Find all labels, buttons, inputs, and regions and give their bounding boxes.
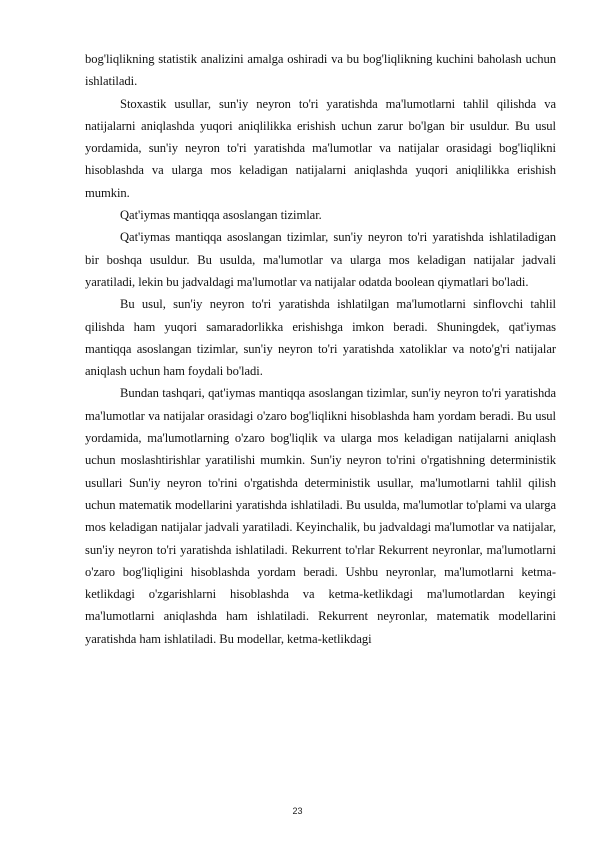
paragraph-fuzzy-logic-benefits: Bu usul, sun'iy neyron to'ri yaratishda ishlatilgan ma'lumotlarni sinflovchi tahlil qilishda ham yuqori samaradorlikka erishishga imkon beradi. Shuningdek, qat'iymas mantiqqa asoslangan tizimlar, sun'iy neyron to'ri yaratishda xatoliklar va noto'g'ri natijalar aniqlash uchun ham foydali bo'ladi. xyxy=(85,297,556,379)
document-body xyxy=(85,48,556,650)
paragraph-fuzzy-logic-intro: Qat'iymas mantiqqa asoslangan tizimlar, sun'iy neyron to'ri yaratishda ishlatiladigan bir boshqa usuldur. Bu usulda, ma'lumotlar va ularga mos keladigan natijalar jadvali yaratiladi, lekin bu jadvaldagi ma'lumotlar va natijalar odatda boolean qiymatlari bo'ladi. xyxy=(85,230,556,289)
paragraph-deterministic-recurrent: Bundan tashqari, qat'iymas mantiqqa asoslangan tizimlar, sun'iy neyron to'ri yaratishda ma'lumotlar va natijalar orasidagi o'zaro bog'liqlikni hisoblashda ham yordam beradi. Bu usul yordamida, ma'lumotlarning o'zaro bog'liqlik va ularga mos keladigan natijalarni aniqlash uchun moslashtirishlar yaratilishi mumkin. Sun'iy neyron to'rini o'rgatishning deterministik usullari Sun'iy neyron to'rini o'rgatishda deterministik usullar, ma'lumotlarni tahlil qilish uchun matematik modellarini yaratishda ishlatiladi. Bu usulda, ma'lumotlar to'plami va ularga mos keladigan natijalar jadvali yaratiladi. Keyinchalik, bu jadvaldagi ma'lumotlar va natijalar, sun'iy neyron to'ri yaratishda ishlatiladi. Rekurrent to'rlar Rekurrent neyronlar, ma'lumotlarni o'zaro bog'liqligini hisoblashda yordam beradi. Ushbu neyronlar, ma'lumotlarni ketma-ketlikdagi o'zgarishlarni hisoblashda va ketma-ketlikdagi ma'lumotlardan keyingi ma'lumotlarni aniqlashda ham ishlatiladi. Rekurrent neyronlar, matematik modellarini yaratishda ham ishlatiladi. Bu modellar, ketma-ketlikdagi xyxy=(85,386,556,646)
section-heading-fuzzy-logic: Qat'iymas mantiqqa asoslangan tizimlar. xyxy=(120,208,322,223)
page-number: 23 xyxy=(292,806,303,816)
paragraph-stochastic-methods: Stoxastik usullar, sun'iy neyron to'ri yaratishda ma'lumotlarni tahlil qilishda va natijalarni aniqlashda yuqori aniqlilikka erishish uchun zarur bo'lgan bir usuldur. Bu usul yordamida, sun'iy neyron to'ri yaratishda ma'lumotlar va natijalar orasidagi bog'liqlikni hisoblashda va ularga mos keladigan natijalarni aniqlashda yuqori aniqlilikka erishish mumkin. xyxy=(85,96,556,200)
paragraph-continuation: bog'liqlikning statistik analizini amalga oshiradi va bu bog'liqlikning kuchini baholash uchun ishlatiladi. xyxy=(85,52,556,89)
